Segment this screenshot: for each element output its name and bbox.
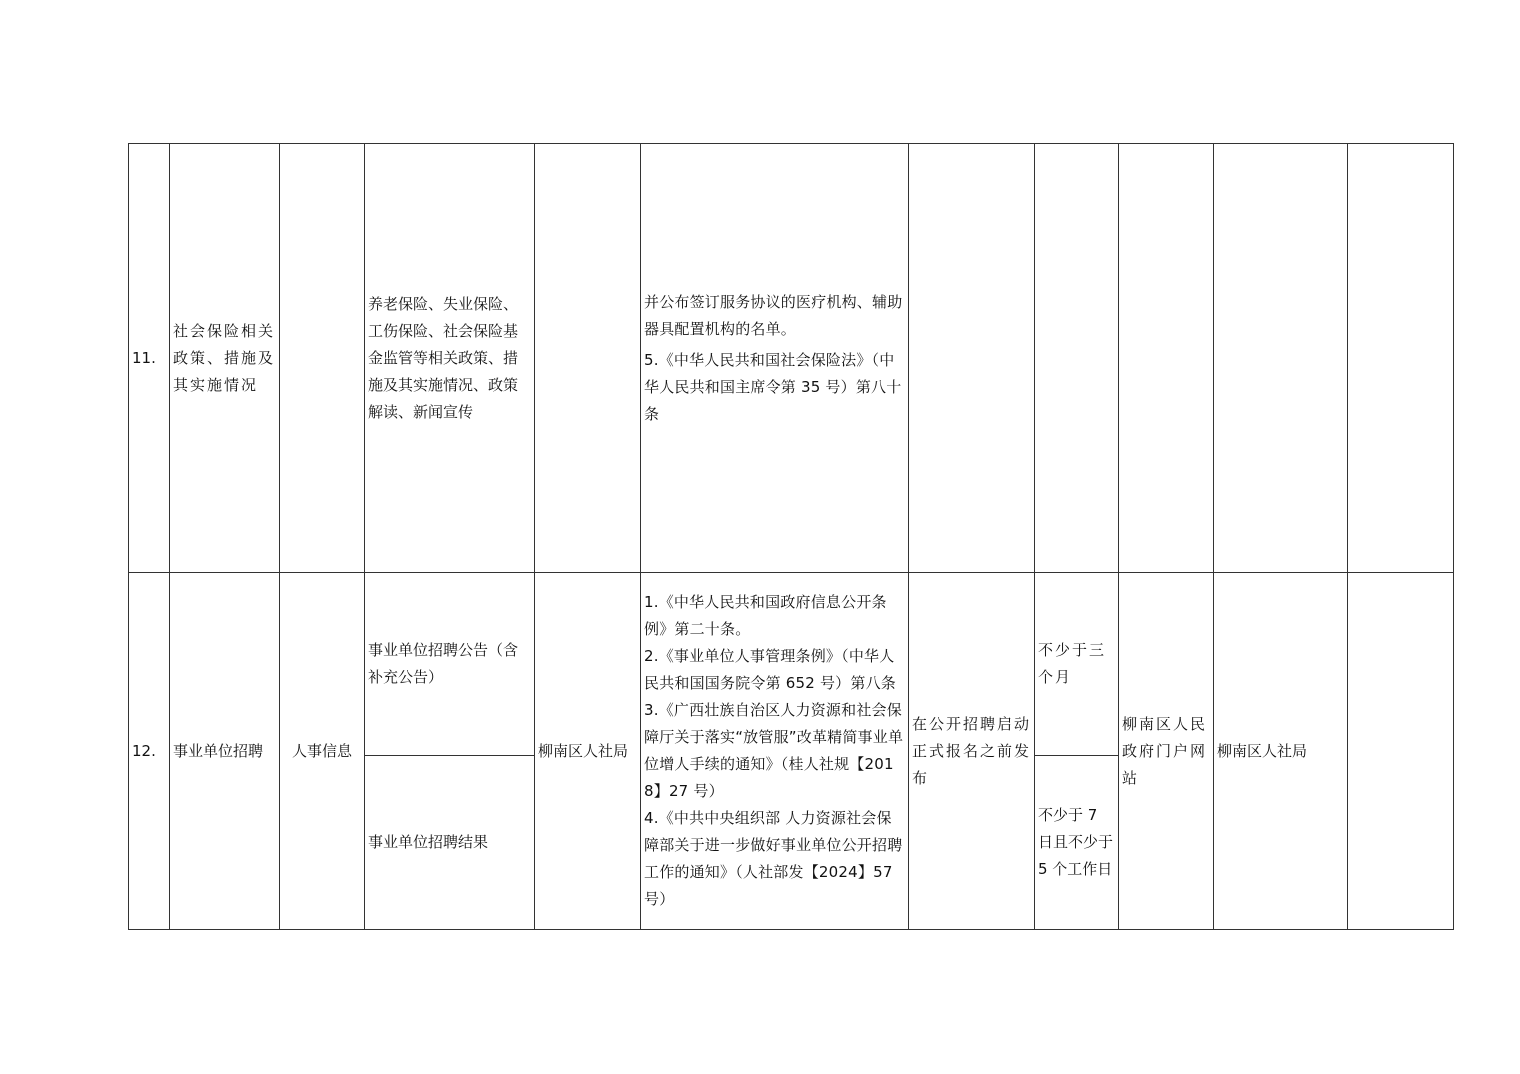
row-number: 12.	[129, 573, 170, 930]
channel-cell	[1119, 144, 1214, 573]
time-limit-cell: 在公开招聘启动正式报名之前发布	[909, 573, 1035, 930]
period-cell: 不少于三个月	[1035, 573, 1119, 756]
category-cell: 人事信息	[280, 573, 365, 930]
time-limit-cell	[909, 144, 1035, 573]
basis-paragraph: 1.《中华人民共和国政府信息公开条例》第二十条。	[644, 593, 887, 638]
remark-cell	[1348, 144, 1454, 573]
disclosure-item: 社会保险相关政策、措施及其实施情况	[170, 144, 280, 573]
department-cell	[1214, 144, 1348, 573]
table-row	[129, 144, 1454, 573]
content-cell: 事业单位招聘结果	[365, 756, 535, 930]
disclosure-item: 事业单位招聘	[170, 573, 280, 930]
basis-paragraph: 3.《广西壮族自治区人力资源和社会保障厅关于落实“放管服”改革精简事业单位增人手续的通知》（桂人社规【2018】27 号）	[644, 701, 904, 800]
period-cell	[1035, 144, 1119, 573]
channel-cell: 柳南区人民政府门户网站	[1119, 573, 1214, 930]
basis-paragraph: 并公布签订服务协议的医疗机构、辅助器具配置机构的名单。	[644, 292, 903, 338]
subject-cell	[535, 144, 641, 573]
remark-cell	[1348, 573, 1454, 930]
basis-paragraph: 4.《中共中央组织部 人力资源社会保障部关于进一步做好事业单位公开招聘工作的通知》（人社部发【2024】57 号）	[644, 809, 903, 908]
basis-paragraph: 5.《中华人民共和国社会保险法》（中华人民共和国主席令第 35 号）第八十条	[644, 350, 902, 423]
content-cell: 事业单位招聘公告（含补充公告）	[365, 573, 535, 756]
basis-cell	[641, 573, 909, 930]
category-cell	[280, 144, 365, 573]
table-row	[129, 573, 1454, 756]
content-cell: 养老保险、失业保险、工伤保险、社会保险基金监管等相关政策、措施及其实施情况、政策解读、新闻宣传	[365, 144, 535, 573]
row-number: 11.	[129, 144, 170, 573]
basis-cell	[641, 144, 909, 573]
disclosure-table	[128, 143, 1454, 930]
period-cell: 不少于 7 日且不少于 5 个工作日	[1035, 756, 1119, 930]
subject-cell: 柳南区人社局	[535, 573, 641, 930]
department-cell: 柳南区人社局	[1214, 573, 1348, 930]
basis-paragraph: 2.《事业单位人事管理条例》（中华人民共和国国务院令第 652 号）第八条	[644, 647, 896, 692]
